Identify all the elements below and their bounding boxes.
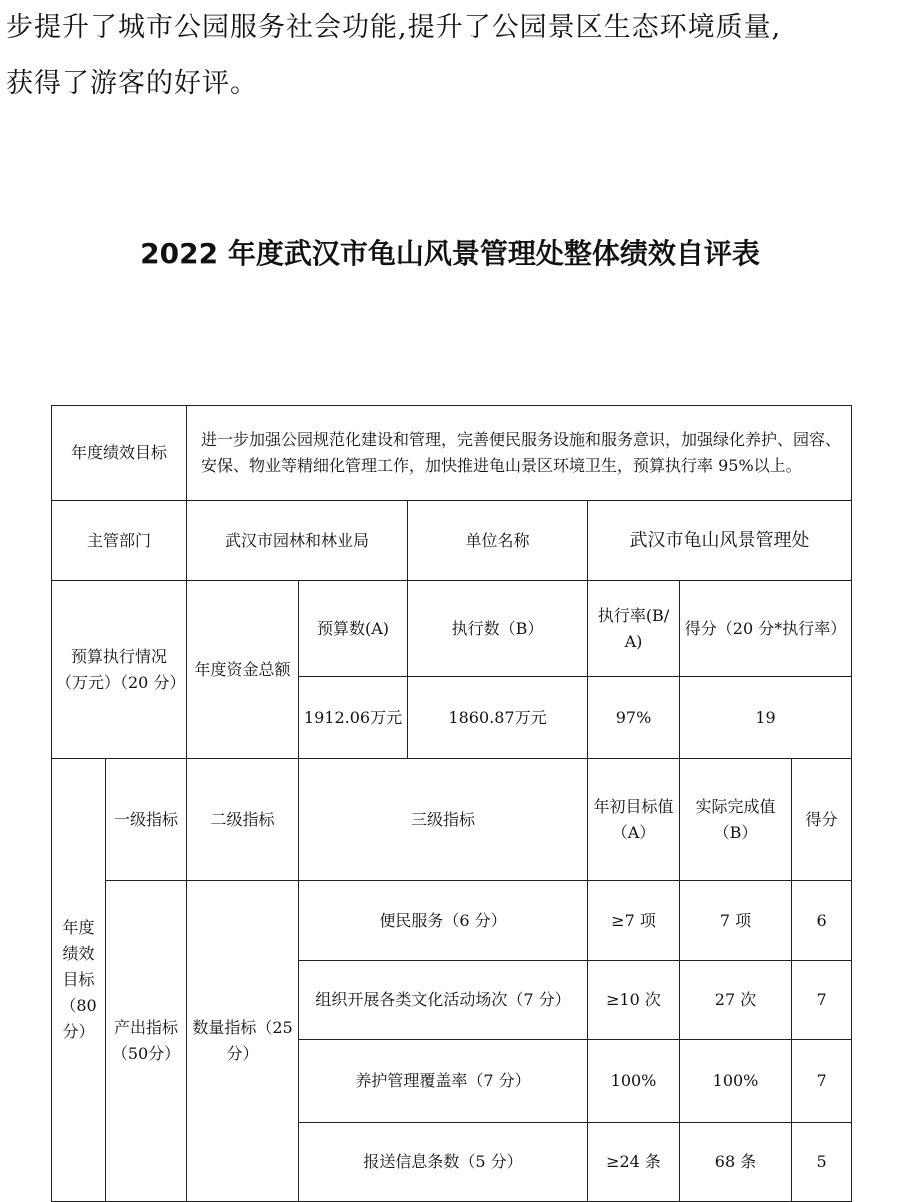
target-cell: 100% bbox=[588, 1040, 680, 1123]
fund-label-cell: 年度资金总额 bbox=[187, 581, 299, 759]
col-level1-cell: 一级指标 bbox=[106, 759, 187, 881]
actual-cell: 27 次 bbox=[680, 961, 792, 1040]
intro-paragraph bbox=[6, 0, 896, 112]
col-target-cell: 年初目标值（A） bbox=[588, 759, 680, 881]
col-score-cell: 得分 bbox=[792, 759, 852, 881]
actual-cell: 7 项 bbox=[680, 881, 792, 961]
indicator-cell: 养护管理覆盖率（7 分） bbox=[299, 1040, 588, 1123]
score-cell: 6 bbox=[792, 881, 852, 961]
target-cell: ≥10 次 bbox=[588, 961, 680, 1040]
col-level3-cell: 三级指标 bbox=[299, 759, 588, 881]
quantity-label-cell: 数量指标（25分） bbox=[187, 881, 299, 1202]
goal-text-cell: 进一步加强公园规范化建设和管理，完善便民服务设施和服务意识，加强绿化养护、园容、安保、物业等精细化管理工作，加快推进龟山景区环境卫生，预算执行率 95%以上。 bbox=[187, 406, 852, 501]
intro-line-1: 步提升了城市公园服务社会功能,提升了公园景区生态环境质量, bbox=[6, 12, 782, 43]
budget-header-row bbox=[52, 581, 852, 677]
indicator-cell: 便民服务（6 分） bbox=[299, 881, 588, 961]
indicator-cell: 报送信息条数（5 分） bbox=[299, 1123, 588, 1202]
goal-row bbox=[52, 406, 852, 501]
table-row bbox=[52, 881, 852, 961]
dept-value-cell: 武汉市园林和林业局 bbox=[187, 501, 408, 581]
rate-label-cell: 执行率(B/A) bbox=[588, 581, 680, 677]
budget-label-cell: 预算执行情况（万元）（20 分） bbox=[52, 581, 187, 759]
budget-a-value-cell: 1912.06万元 bbox=[299, 677, 408, 759]
output-label-cell: 产出指标（50分） bbox=[106, 881, 187, 1202]
unit-label-cell: 单位名称 bbox=[408, 501, 588, 581]
indicator-header-row bbox=[52, 759, 852, 881]
score-formula-label-cell: 得分（20 分*执行率） bbox=[680, 581, 852, 677]
unit-value-cell: 武汉市龟山风景管理处 bbox=[588, 501, 852, 581]
intro-line-2: 获得了游客的好评。 bbox=[6, 68, 258, 99]
col-level2-cell: 二级指标 bbox=[187, 759, 299, 881]
budget-a-label-cell: 预算数(A) bbox=[299, 581, 408, 677]
exec-b-value-cell: 1860.87万元 bbox=[408, 677, 588, 759]
actual-cell: 68 条 bbox=[680, 1123, 792, 1202]
indicator-cell: 组织开展各类文化活动场次（7 分） bbox=[299, 961, 588, 1040]
document-title: 2022 年度武汉市龟山风景管理处整体绩效自评表 bbox=[140, 237, 760, 270]
rate-value-cell: 97% bbox=[588, 677, 680, 759]
goal-label-cell: 年度绩效目标 bbox=[52, 406, 187, 501]
exec-b-label-cell: 执行数（B） bbox=[408, 581, 588, 677]
score-value-cell: 19 bbox=[680, 677, 852, 759]
dept-label-cell: 主管部门 bbox=[52, 501, 187, 581]
col-actual-cell: 实际完成值（B） bbox=[680, 759, 792, 881]
target-cell: ≥24 条 bbox=[588, 1123, 680, 1202]
department-row bbox=[52, 501, 852, 581]
actual-cell: 100% bbox=[680, 1040, 792, 1123]
performance-evaluation-table bbox=[51, 405, 852, 1202]
score-cell: 5 bbox=[792, 1123, 852, 1202]
score-cell: 7 bbox=[792, 1040, 852, 1123]
score-cell: 7 bbox=[792, 961, 852, 1040]
perf-label-cell: 年度绩效目标（80分） bbox=[52, 759, 106, 1202]
target-cell: ≥7 项 bbox=[588, 881, 680, 961]
